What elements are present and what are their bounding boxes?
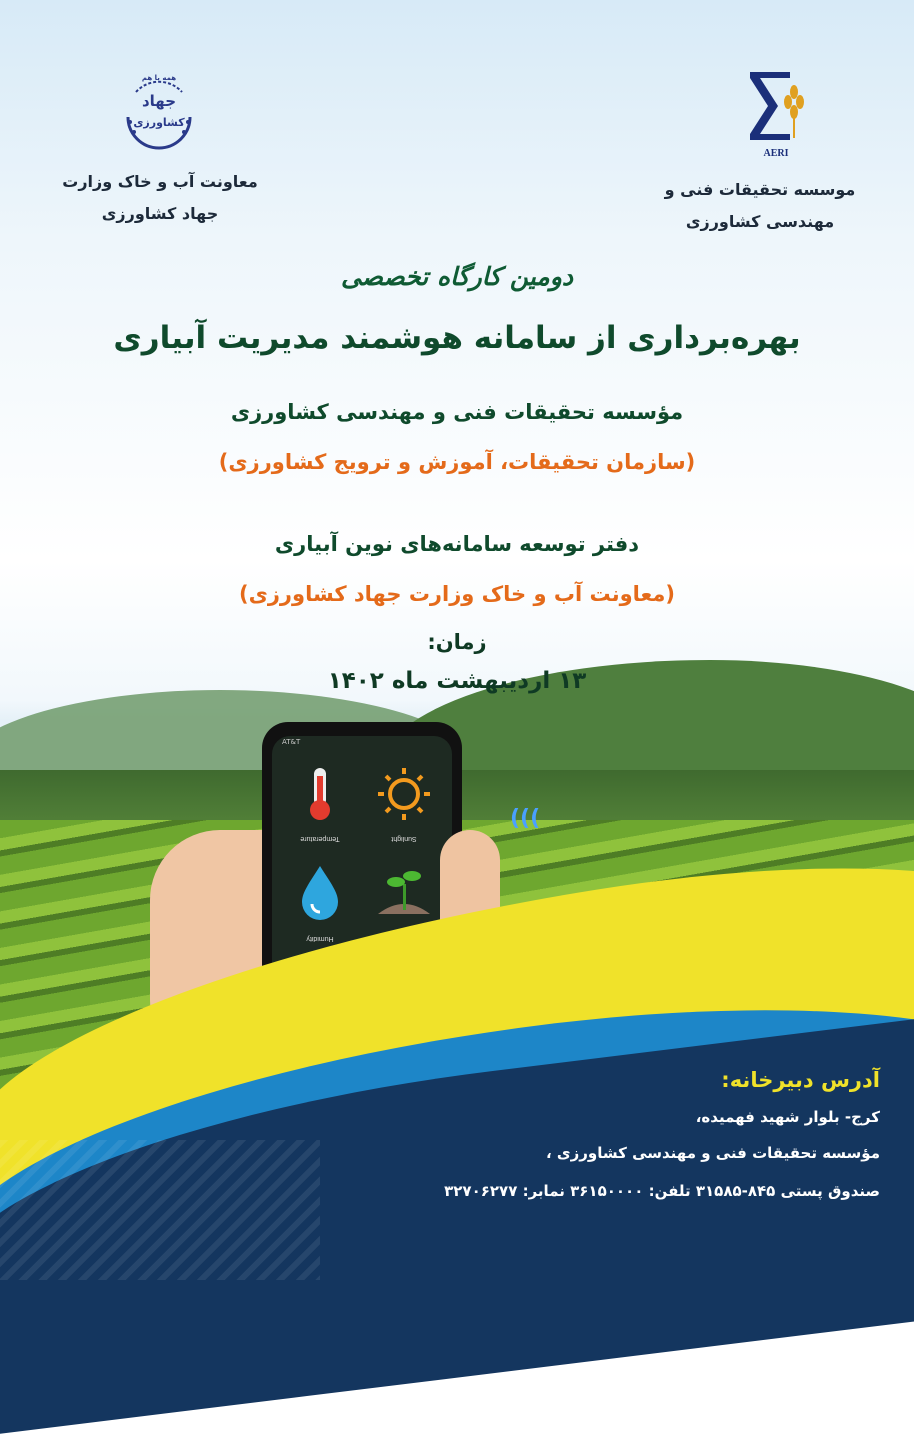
address-line2: مؤسسه تحقیقات فنی و مهندسی کشاورزی ، <box>545 1144 880 1162</box>
aeri-label: AERI <box>763 148 789 159</box>
address-line1: کرج- بلوار شهید فهمیده، <box>695 1108 880 1126</box>
right-org-line2: مهندسی کشاورزی <box>685 212 835 231</box>
event-title: بهره‌برداری از سامانه هوشمند مدیریت آبیاری <box>113 320 801 356</box>
plant-icon <box>364 858 444 928</box>
event-date: ۱۳ اردیبهشت ماه ۱۴۰۲ <box>327 668 587 694</box>
tile-humidity[interactable] <box>280 858 360 948</box>
aeri-logo <box>744 68 808 164</box>
logo-word-keshavarzi: کشاورزی <box>133 116 185 129</box>
stripe-pattern <box>0 1140 320 1280</box>
tile-sunlight[interactable] <box>364 758 444 848</box>
event-subtitle: دومین کارگاه تخصصی <box>340 262 574 291</box>
organizer-2: دفتر توسعه سامانه‌های نوین آبیاری <box>274 532 640 556</box>
right-org-line1: موسسه تحقیقات فنی و <box>664 180 856 199</box>
address-heading: آدرس دبیرخانه: <box>721 1068 880 1092</box>
tile-label: Sunlight <box>391 835 417 842</box>
tile-label: Humidity <box>306 935 334 942</box>
phone-status-bar: AT&T <box>282 738 301 746</box>
organizer-1: مؤسسه تحقیقات فنی و مهندسی کشاورزی <box>230 400 684 424</box>
left-org-line1: معاونت آب و خاک وزارت <box>62 172 258 191</box>
logo-word-jahad: جهاد <box>141 92 177 110</box>
water-drop-icon <box>280 858 360 928</box>
tile-label: Temperature <box>300 835 340 842</box>
thermometer-icon <box>280 758 360 828</box>
signal-waves-icon: ))) <box>510 806 541 831</box>
time-label: زمان: <box>427 630 487 654</box>
sun-icon <box>364 758 444 828</box>
logo-motto: همه با هم <box>141 74 177 82</box>
jahad-keshavarzi-logo <box>118 72 200 154</box>
address-contact: صندوق پستی ۸۴۵-۳۱۵۸۵ تلفن: ۳۶۱۵۰۰۰۰ نمابر: ۳۲۷۰۶۲۷۷ <box>444 1182 880 1200</box>
left-org-line2: جهاد کشاورزی <box>101 204 219 223</box>
organizer-2-parent: (معاونت آب و خاک وزارت جهاد کشاورزی) <box>239 582 675 606</box>
organizer-1-parent: (سازمان تحقیقات، آموزش و ترویج کشاورزی) <box>218 450 696 474</box>
tile-temperature[interactable] <box>280 758 360 848</box>
